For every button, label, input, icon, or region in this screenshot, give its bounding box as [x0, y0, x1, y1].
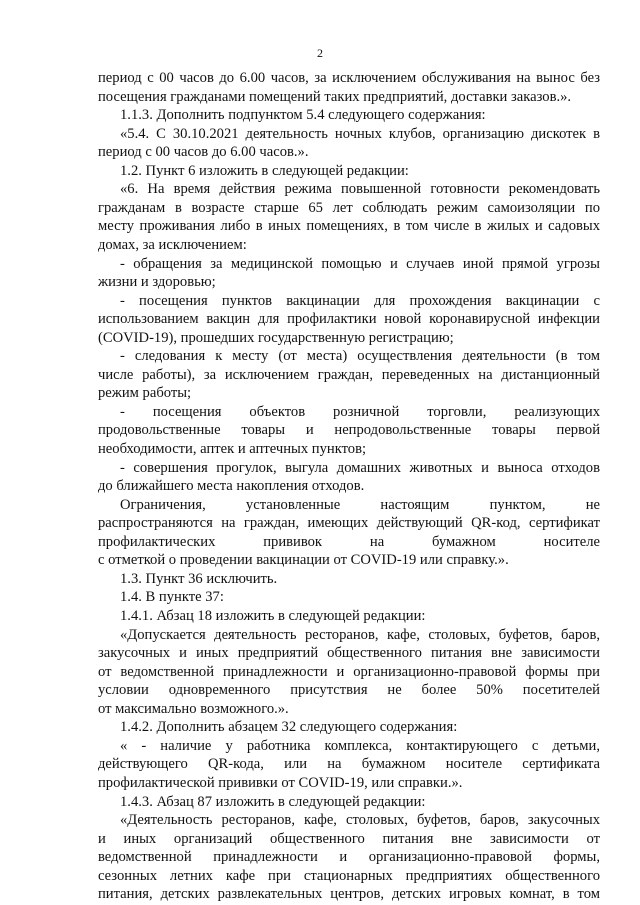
text-line: 1.1.3. Дополнить подпунктом 5.4 следующего содержания:: [120, 107, 486, 124]
text-line: - следования к месту (от места) осуществления деятельности (в том: [120, 348, 600, 365]
text-line: с отметкой о проведении вакцинации от COVID-19 или справку.».: [98, 552, 509, 569]
text-line: «Деятельность ресторанов, кафе, столовых, буфетов, баров, закусочных: [120, 812, 600, 828]
text-line: продовольственные товары и непродовольственные товары первой: [98, 422, 600, 439]
text-line: период с 00 часов до 6.00 часов.».: [98, 144, 309, 161]
text-line: 1.4.2. Дополнить абзацем 32 следующего содержания:: [120, 719, 458, 736]
text-line: - обращения за медицинской помощью и случаев иной прямой угрозы: [120, 255, 600, 272]
text-line: необходимости, аптек и аптечных пунктов;: [98, 441, 367, 457]
text-line: Ограничения, установленные настоящим пунктом, не: [120, 496, 600, 513]
text-line: 1.4.3. Абзац 87 изложить в следующей редакции:: [120, 793, 426, 810]
page-number: 2: [317, 46, 323, 60]
text-line: действующего QR-кода, или на бумажном носителе сертификата: [98, 756, 600, 773]
text-line: период с 00 часов до 6.00 часов, за исключением обслуживания на вынос без: [98, 70, 600, 86]
text-line: от максимально возможного.».: [98, 700, 289, 717]
text-line: 1.4.1. Абзац 18 изложить в следующей редакции:: [120, 608, 426, 624]
text-line: жизни и здоровью;: [98, 274, 216, 291]
text-line: от ведомственной принадлежности и организационно-правовой формы при: [98, 663, 600, 680]
text-line: числе работы), за исключением граждан, переведенных на дистанционный: [98, 366, 600, 383]
text-line: 1.2. Пункт 6 изложить в следующей редакции:: [120, 162, 409, 179]
text-line: профилактических прививок на бумажном носителе: [98, 533, 600, 550]
text-line: условии одновременного присутствия не более 50% посетителей: [98, 682, 600, 699]
text-line: месту проживания либо в иных помещениях, в том числе в жилых и садовых: [98, 218, 600, 235]
text-line: сезонных летних кафе при стационарных предприятиях общественного: [98, 867, 600, 884]
text-line: профилактической прививки от COVID-19, или справки.».: [98, 774, 463, 791]
text-line: «6. На время действия режима повышенной готовности рекомендовать: [120, 181, 600, 198]
text-line: (COVID-19), прошедших государственную регистрацию;: [98, 329, 454, 346]
text-line: - посещения пунктов вакцинации для прохождения вакцинации с: [120, 292, 600, 309]
text-line: «Допускается деятельность ресторанов, кафе, столовых, буфетов, баров,: [120, 626, 600, 643]
text-line: 1.3. Пункт 36 исключить.: [120, 570, 278, 587]
text-line: ведомственной принадлежности и организационно-правовой формы,: [98, 849, 600, 866]
text-line: - посещения объектов розничной торговли, реализующих: [120, 403, 600, 420]
text-line: 1.4. В пункте 37:: [120, 589, 224, 606]
text-line: распространяются на граждан, имеющих действующий QR-код, сертификат: [98, 515, 600, 532]
text-line: использованием вакцин для профилактики новой коронавирусной инфекции: [98, 311, 600, 328]
text-line: закусочных и иных предприятий общественного питания вне зависимости: [98, 645, 600, 662]
text-line: питания, детских развлекательных центров, детских игровых комнат, в том: [98, 886, 600, 903]
text-line: режим работы;: [98, 385, 192, 402]
text-line: до ближайшего места накопления отходов.: [98, 478, 365, 495]
text-line: и иных организаций общественного питания вне зависимости от: [98, 830, 600, 847]
text-line: домах, за исключением:: [98, 237, 247, 253]
text-line: - совершения прогулок, выгула домашних животных и выноса отходов: [120, 459, 600, 476]
text-line: гражданам в возрасте старше 65 лет соблюдать режим самоизоляции по: [98, 199, 600, 216]
text-line: посещения гражданами помещений таких предприятий, доставки заказов.».: [98, 88, 572, 105]
text-line: «5.4. С 30.10.2021 деятельность ночных клубов, организацию дискотек в: [120, 125, 600, 142]
text-line: « - наличие у работника комплекса, контактирующего с детьми,: [120, 737, 600, 754]
